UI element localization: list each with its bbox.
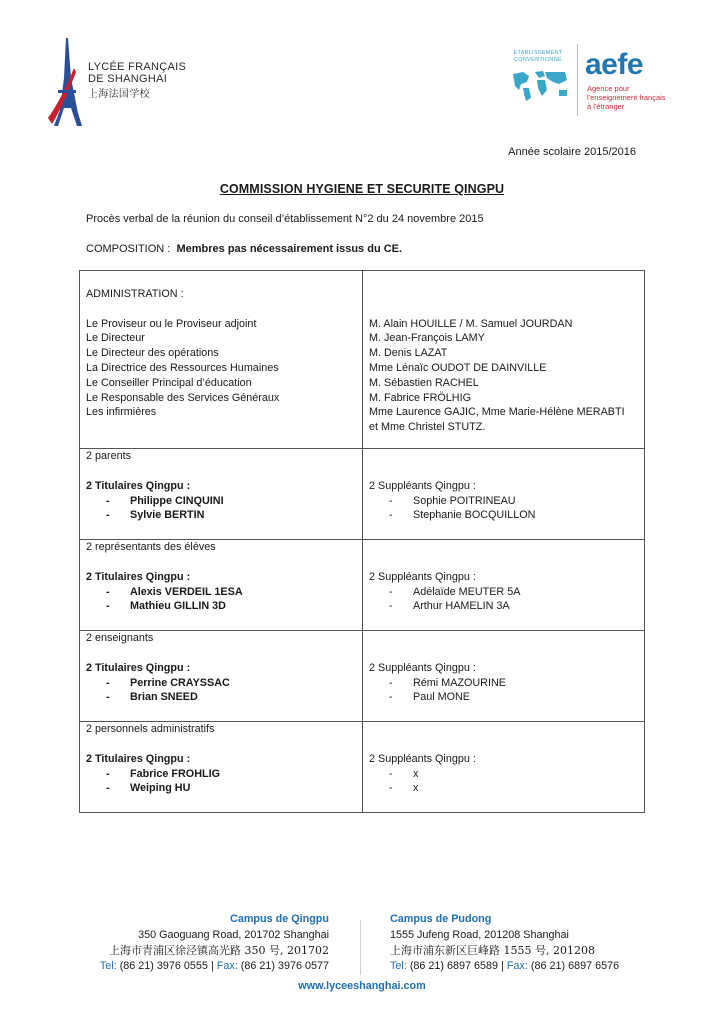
suppleant-item: - Stephanie BOCQUILLON: [389, 509, 536, 522]
school-name-line2: DE SHANGHAI: [88, 73, 168, 85]
role-item: Le Conseiller Principal d’éducation: [86, 376, 252, 389]
campus-pudong-address-zh: 上海市浦东新区巨峰路 1555 号, 201208: [390, 944, 595, 957]
table-row-eleves: [80, 540, 645, 631]
website-link[interactable]: www.lyceeshanghai.com: [298, 980, 426, 992]
school-name-chinese: 上海法国学校: [88, 89, 150, 100]
suppleant-item: - Sophie POITRINEAU: [389, 494, 516, 507]
name-item: M. Jean-François LAMY: [369, 332, 485, 345]
suppleant-item: - Paul MONE: [389, 691, 470, 704]
school-year: Année scolaire 2015/2016: [508, 146, 636, 158]
school-name-line1: LYCÉE FRANÇAIS: [88, 61, 187, 73]
logo-divider: [577, 44, 578, 116]
composition-value: Membres pas nécessairement issus du CE.: [176, 243, 403, 255]
personnels-suppleants-cell: [363, 722, 645, 813]
footer-divider: [360, 920, 361, 975]
parents-suppleants-cell: [363, 449, 645, 540]
world-map-icon: [509, 68, 571, 102]
table-row-parents: [80, 449, 645, 540]
titulaire-item: - Weiping HU: [106, 782, 191, 795]
name-item: Mme Lénaïc OUDOT DE DAINVILLE: [369, 361, 547, 374]
name-item: Mme Laurence GAJIC, Mme Marie-Hélène MERABTI: [369, 406, 625, 419]
aefe-logo: [505, 38, 680, 123]
personnels-titulaires-cell: [80, 722, 363, 813]
suppleant-item: - Arthur HAMELIN 3A: [389, 600, 510, 613]
table-row-enseignants: [80, 631, 645, 722]
eiffel-tower-icon: [44, 38, 84, 128]
enseignants-titulaires-cell: [80, 631, 363, 722]
titulaire-item: - Alexis VERDEIL 1ESA: [106, 585, 243, 598]
parents-titulaires-cell: [80, 449, 363, 540]
eleves-suppleants-cell: [363, 540, 645, 631]
titulaire-item: - Sylvie BERTIN: [106, 509, 205, 522]
composition-table: [79, 270, 645, 813]
campus-qingpu-address-zh: 上海市青浦区徐泾镇高光路 350 号, 201702: [109, 944, 329, 957]
administration-roles-cell: [80, 271, 363, 449]
name-item: et Mme Christel STUTZ.: [369, 421, 486, 434]
role-item: Le Directeur des opérations: [86, 347, 219, 360]
group-heading: 2 représentants des élèves: [86, 541, 216, 554]
campus-qingpu-title: Campus de Qingpu: [230, 913, 329, 925]
campus-qingpu-address: 350 Gaoguang Road, 201702 Shanghai: [138, 928, 329, 941]
table-row-administration: [80, 271, 645, 449]
titulaires-label: 2 Titulaires Qingpu :: [86, 570, 191, 583]
role-item: Le Directeur: [86, 332, 145, 345]
proces-verbal-line: Procès verbal de la réunion du conseil d’établissement N°2 du 24 novembre 2015: [86, 213, 484, 225]
composition-line: [86, 243, 402, 255]
aefe-tagline-1: Agence pour: [587, 84, 630, 93]
suppleant-item: - Adélaïde MEUTER 5A: [389, 585, 521, 598]
titulaire-item: - Brian SNEED: [106, 691, 198, 704]
group-heading: 2 parents: [86, 450, 132, 463]
titulaire-item: - Mathieu GILLIN 3D: [106, 600, 226, 613]
suppleant-item: - x: [389, 767, 419, 780]
suppleants-label: 2 Suppléants Qingpu :: [369, 661, 476, 674]
table-row-personnels: [80, 722, 645, 813]
name-item: M. Fabrice FRÖLHIG: [369, 391, 471, 404]
campus-pudong-contact: Tel: (86 21) 6897 6589 | Fax: (86 21) 6897 6576: [390, 959, 620, 972]
titulaires-label: 2 Titulaires Qingpu :: [86, 752, 191, 765]
role-item: Le Proviseur ou le Proviseur adjoint: [86, 317, 257, 330]
campus-pudong-title: Campus de Pudong: [390, 913, 492, 925]
titulaires-label: 2 Titulaires Qingpu :: [86, 661, 191, 674]
suppleants-label: 2 Suppléants Qingpu :: [369, 570, 476, 583]
name-item: M. Denis LAZAT: [369, 347, 448, 360]
titulaire-item: - Philippe CINQUINI: [106, 494, 224, 507]
suppleant-item: - Rémi MAZOURINE: [389, 676, 506, 689]
titulaire-item: - Perrine CRAYSSAC: [106, 676, 230, 689]
etablissement-badge: ETABLISSEMENT CONVENTIONNÉ: [513, 50, 563, 63]
campus-pudong: [390, 912, 619, 974]
role-item: La Directrice des Ressources Humaines: [86, 361, 279, 374]
composition-label: COMPOSITION :: [86, 243, 171, 255]
suppleant-item: - x: [389, 782, 419, 795]
group-heading: 2 personnels administratifs: [86, 723, 215, 736]
aefe-tagline: [587, 84, 666, 111]
lycee-francais-logo: [44, 38, 194, 128]
role-item: Le Responsable des Services Généraux: [86, 391, 280, 404]
aefe-wordmark: aefe: [585, 48, 644, 81]
administration-names-cell: [363, 271, 645, 449]
suppleants-label: 2 Suppléants Qingpu :: [369, 479, 476, 492]
name-item: M. Alain HOUILLE / M. Samuel JOURDAN: [369, 317, 573, 330]
campus-pudong-address: 1555 Jufeng Road, 201208 Shanghai: [390, 928, 569, 941]
titulaires-label: 2 Titulaires Qingpu :: [86, 479, 191, 492]
aefe-tagline-3: à l'étranger: [587, 102, 625, 111]
name-item: M. Sébastien RACHEL: [369, 376, 479, 389]
aefe-tagline-2: l'enseignement français: [587, 93, 666, 102]
titulaire-item: - Fabrice FROHLIG: [106, 767, 220, 780]
enseignants-suppleants-cell: [363, 631, 645, 722]
role-item: Les infirmières: [86, 406, 157, 419]
eleves-titulaires-cell: [80, 540, 363, 631]
suppleants-label: 2 Suppléants Qingpu :: [369, 752, 476, 765]
administration-heading: ADMINISTRATION :: [86, 288, 184, 300]
campus-qingpu-contact: Tel: (86 21) 3976 0555 | Fax: (86 21) 3976 0577: [99, 959, 329, 972]
campus-qingpu: [100, 912, 329, 974]
document-title: COMMISSION HYGIENE ET SECURITE QINGPU: [219, 182, 505, 196]
group-heading: 2 enseignants: [86, 632, 154, 645]
